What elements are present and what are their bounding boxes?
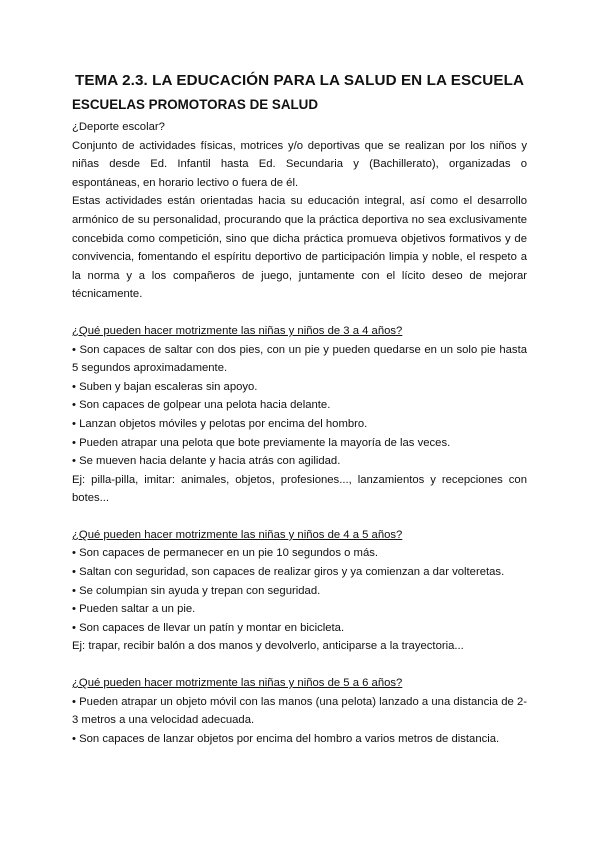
list-item: • Lanzan objetos móviles y pelotas por encima del hombro. xyxy=(72,417,368,430)
list-item: • Son capaces de lanzar objetos por encima del hombro a varios metros de distancia. xyxy=(72,732,500,745)
list-item: • Suben y bajan escaleras sin apoyo. xyxy=(72,380,258,393)
list-item: • Son capaces de saltar con dos pies, con un pie y pueden quedarse en un solo pie hasta 5 segundos aproximadamente. xyxy=(72,343,527,375)
example-3-4: Ej: pilla-pilla, imitar: animales, objetos, profesiones..., lanzamientos y recepciones con botes... xyxy=(72,473,527,505)
list-4-5 xyxy=(72,544,527,637)
section-gap xyxy=(72,656,527,674)
list-item: • Pueden atrapar un objeto móvil con las manos (una pelota) lanzado a una distancia de 2- 3 metros a una velocidad adecuada. xyxy=(72,695,527,727)
list-item: • Se mueven hacia delante y hacia atrás con agilidad. xyxy=(72,455,341,468)
example-4-5: Ej: trapar, recibir balón a dos manos y devolverlo, anticiparse a la trayectoria... xyxy=(72,640,464,653)
section-heading-3-4: ¿Qué pueden hacer motrizmente las niñas y niños de 3 a 4 años? xyxy=(72,324,403,337)
section-heading-5-6: ¿Qué pueden hacer motrizmente las niñas y niños de 5 a 6 años? xyxy=(72,677,403,690)
paragraph-orientation: Estas actividades están orientadas hacia su educación integral, así como el desarrollo armónico de su personalidad, procurando que la práctica deportiva no sea exclusivamente concebida como competición, sino que dicha práctica promueva objetivos formativos y de convivencia, fomentando el espíritu deportivo de participación limpia y noble, el respeto a la norma y a los compañeros de juego, juntamente con el lícito deseo de mejorar técnicamente. xyxy=(72,195,527,301)
document-body xyxy=(72,72,527,748)
list-item: • Son capaces de golpear una pelota hacia delante. xyxy=(72,399,331,412)
paragraph-definition: Conjunto de actividades físicas, motrices y/o deportivas que se realizan por los niños y niñas desde Ed. Infantil hasta Ed. Secundaria y (Bachillerato), organizadas o espontáneas, en horario lectivo o fuera de él. xyxy=(72,139,527,189)
list-5-6 xyxy=(72,693,527,749)
section-gap xyxy=(72,304,527,322)
section-heading-4-5: ¿Qué pueden hacer motrizmente las niñas y niños de 4 a 5 años? xyxy=(72,528,403,541)
list-item: • Saltan con seguridad, son capaces de realizar giros y ya comienzan a dar volteretas. xyxy=(72,566,505,579)
list-item: • Son capaces de permanecer en un pie 10 segundos o más. xyxy=(72,547,379,560)
list-3-4 xyxy=(72,341,527,471)
document-title: TEMA 2.3. LA EDUCACIÓN PARA LA SALUD EN LA ESCUELA xyxy=(74,72,525,89)
section-gap xyxy=(72,508,527,526)
list-item: • Pueden saltar a un pie. xyxy=(72,603,196,616)
list-item: • Se columpian sin ayuda y trepan con seguridad. xyxy=(72,584,321,597)
list-item: • Son capaces de llevar un patín y montar en bicicleta. xyxy=(72,621,345,634)
question-deporte-escolar: ¿Deporte escolar? xyxy=(72,121,165,133)
document-subtitle: ESCUELAS PROMOTORAS DE SALUD xyxy=(72,97,319,112)
list-item: • Pueden atrapar una pelota que bote previamente la mayoría de las veces. xyxy=(72,436,451,449)
